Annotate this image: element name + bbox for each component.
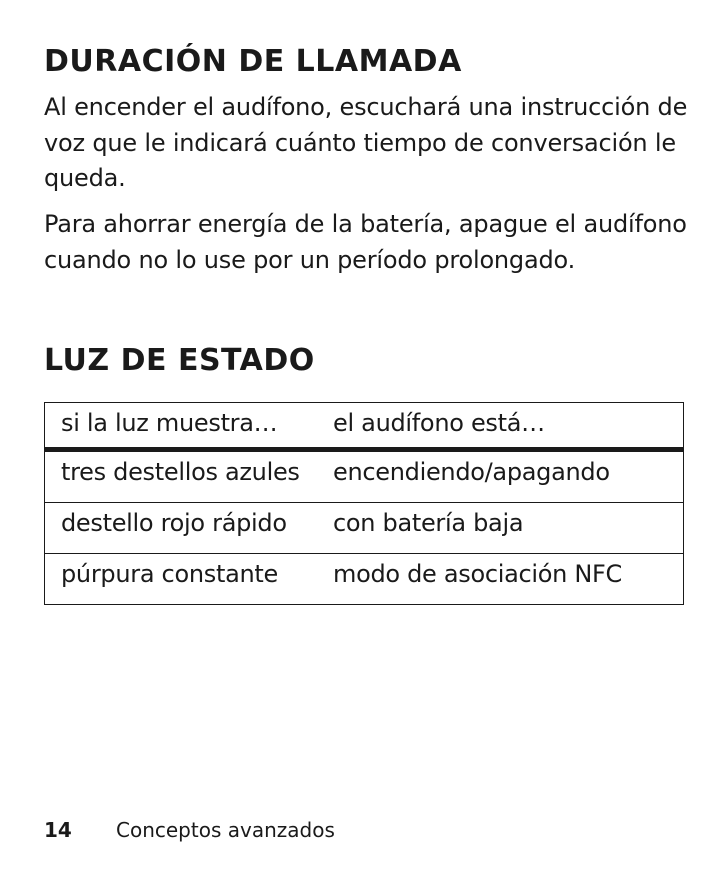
call-duration-paragraph-2: Para ahorrar energía de la batería, apague el audífono cuando no lo use por un período prolongado. [44, 210, 687, 274]
section-title: Conceptos avanzados [116, 818, 335, 842]
table-row [45, 554, 684, 605]
table-cell-state: modo de asociación NFC [317, 554, 684, 605]
table-row [45, 450, 684, 503]
table-cell-state: con batería baja [317, 503, 684, 554]
manual-page [44, 0, 688, 894]
status-light-heading: LUZ DE ESTADO [44, 343, 315, 378]
call-duration-paragraph-1: Al encender el audífono, escuchará una instrucción de voz que le indicará cuánto tiempo de conversación le queda. [44, 93, 688, 192]
table-cell-light: tres destellos azules [45, 450, 318, 503]
table-cell-light: destello rojo rápido [45, 503, 318, 554]
call-duration-heading: DURACIÓN DE LLAMADA [44, 44, 462, 79]
page-number: 14 [44, 818, 72, 842]
table-header-row [45, 403, 684, 450]
table-cell-state: encendiendo/apagando [317, 450, 684, 503]
status-light-table [44, 402, 684, 605]
table-cell-light: púrpura constante [45, 554, 318, 605]
page-footer [44, 816, 335, 844]
table-header-light-shows: si la luz muestra… [45, 403, 318, 450]
table-row [45, 503, 684, 554]
table-header-headset-state: el audífono está… [317, 403, 684, 450]
